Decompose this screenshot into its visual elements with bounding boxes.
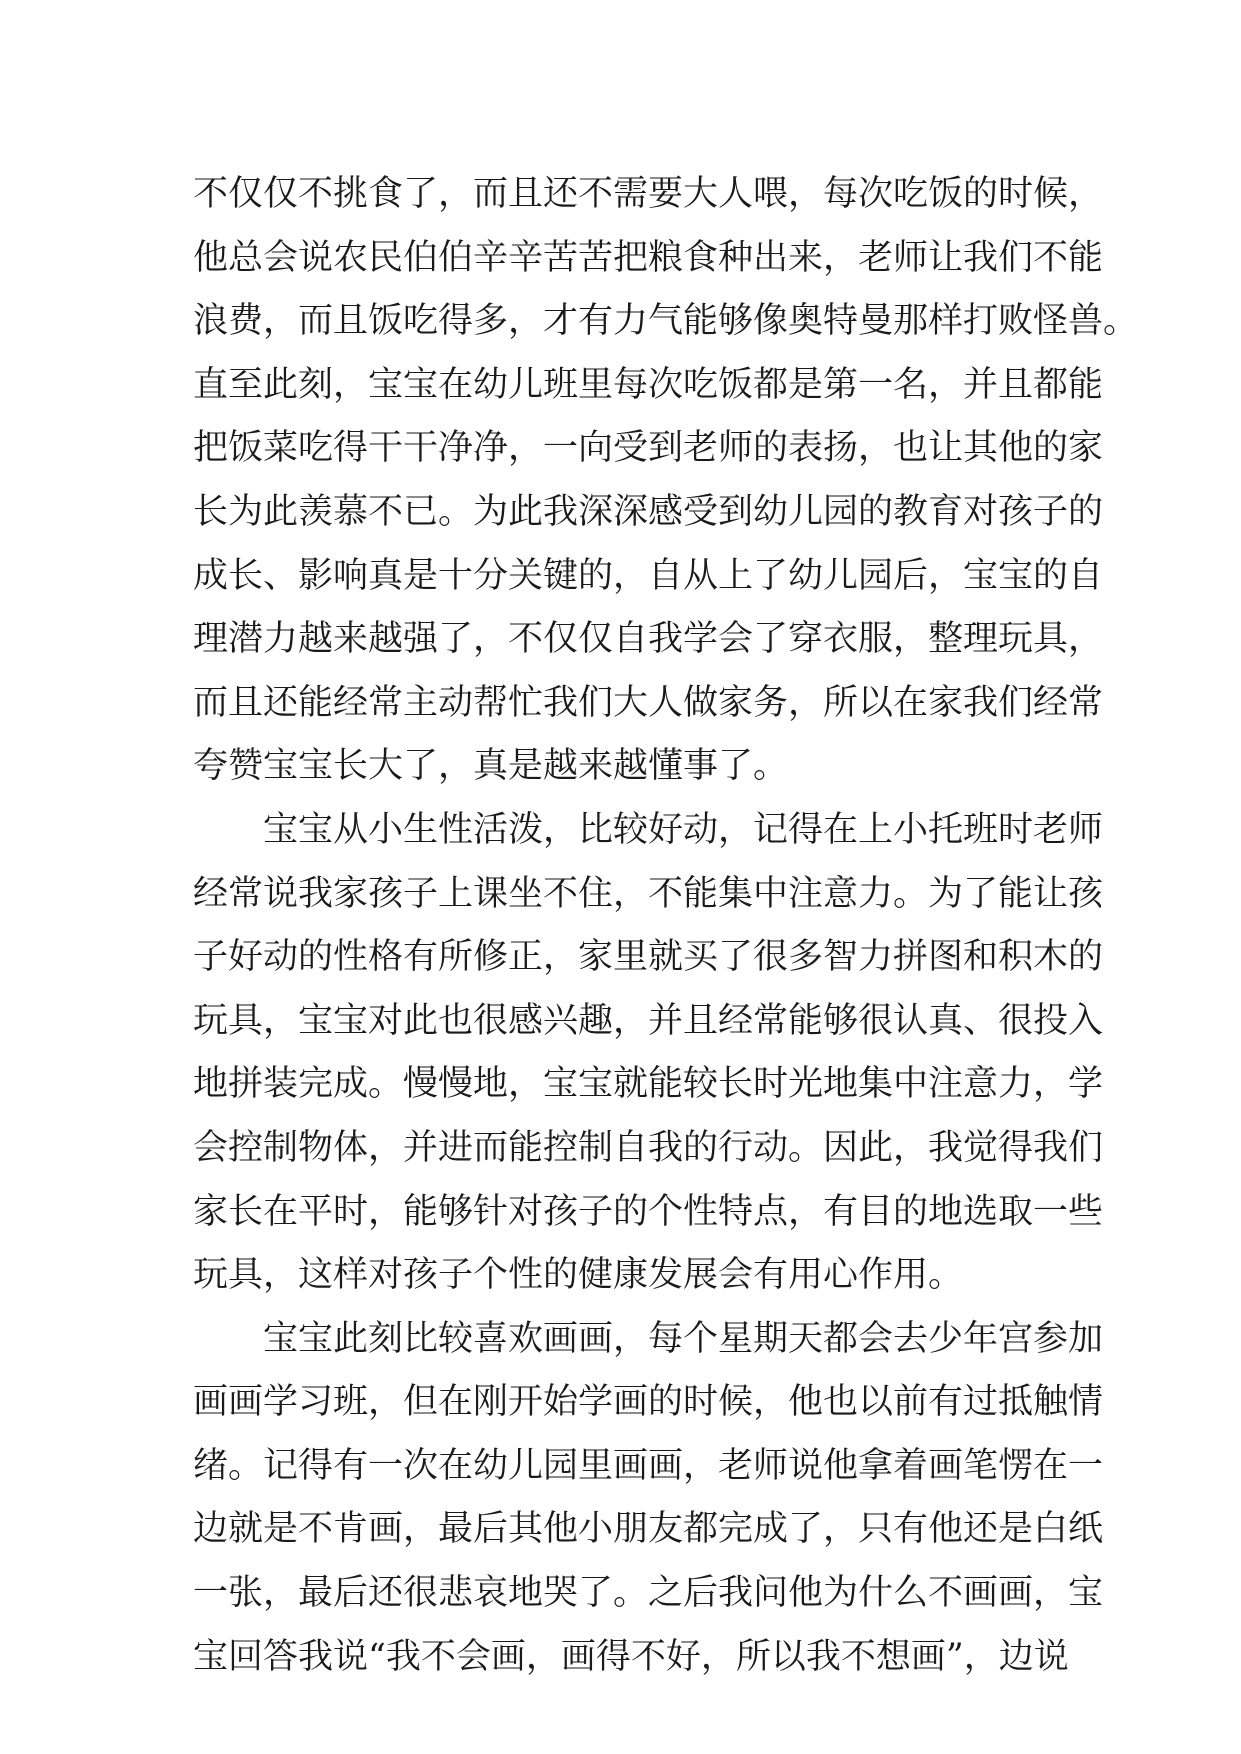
text-line: 而且还能经常主动帮忙我们大人做家务，所以在家我们经常 (193, 682, 1104, 723)
text-line: 浪费，而且饭吃得多，才有力气能够像奥特曼那样打败怪兽。 (193, 301, 1139, 342)
text-line: 宝宝此刻比较喜欢画画，每个星期天都会去少年宫参加 (193, 1318, 1104, 1359)
text-line: 一张，最后还很悲哀地哭了。之后我问他为什么不画画，宝 (193, 1573, 1104, 1614)
text-line: 玩具，这样对孩子个性的健康发展会有用心作用。 (193, 1255, 964, 1296)
text-line: 成长、影响真是十分关键的，自从上了幼儿园后，宝宝的自 (193, 555, 1104, 596)
text-line: 画画学习班，但在刚开始学画的时候，他也以前有过抵触情 (193, 1382, 1104, 1423)
text-line: 他总会说农民伯伯辛辛苦苦把粮食种出来，老师让我们不能 (193, 237, 1104, 278)
text-line: 宝回答我说“我不会画，画得不好，所以我不想画”，边说 (193, 1636, 1069, 1677)
text-line: 地拼装完成。慢慢地，宝宝就能较长时光地集中注意力，学 (193, 1064, 1104, 1105)
body-text (193, 163, 1139, 1689)
text-line: 宝宝从小生性活泼，比较好动，记得在上小托班时老师 (193, 809, 1104, 850)
text-line: 夸赞宝宝长大了，真是越来越懂事了。 (193, 746, 789, 787)
paragraph-1 (193, 163, 1139, 799)
text-line: 直至此刻，宝宝在幼儿班里每次吃饭都是第一名，并且都能 (193, 364, 1104, 405)
text-line: 把饭菜吃得干干净净，一向受到老师的表扬，也让其他的家 (193, 428, 1104, 469)
text-line: 长为此羡慕不已。为此我深深感受到幼儿园的教育对孩子的 (193, 491, 1104, 532)
paragraph-2 (193, 799, 1104, 1308)
text-line: 理潜力越来越强了，不仅仅自我学会了穿衣服，整理玩具， (193, 619, 1104, 660)
paragraph-3 (193, 1308, 1104, 1690)
text-line: 会控制物体，并进而能控制自我的行动。因此，我觉得我们 (193, 1127, 1104, 1168)
text-line: 边就是不肯画，最后其他小朋友都完成了，只有他还是白纸 (193, 1509, 1104, 1550)
text-line: 家长在平时，能够针对孩子的个性特点，有目的地选取一些 (193, 1191, 1104, 1232)
text-line: 子好动的性格有所修正，家里就买了很多智力拼图和积木的 (193, 937, 1104, 978)
text-line: 不仅仅不挑食了，而且还不需要大人喂，每次吃饭的时候， (193, 174, 1104, 214)
text-line: 玩具，宝宝对此也很感兴趣，并且经常能够很认真、很投入 (193, 1000, 1104, 1041)
text-line: 绪。记得有一次在幼儿园里画画，老师说他拿着画笔愣在一 (193, 1445, 1104, 1486)
text-line: 经常说我家孩子上课坐不住，不能集中注意力。为了能让孩 (193, 873, 1104, 914)
